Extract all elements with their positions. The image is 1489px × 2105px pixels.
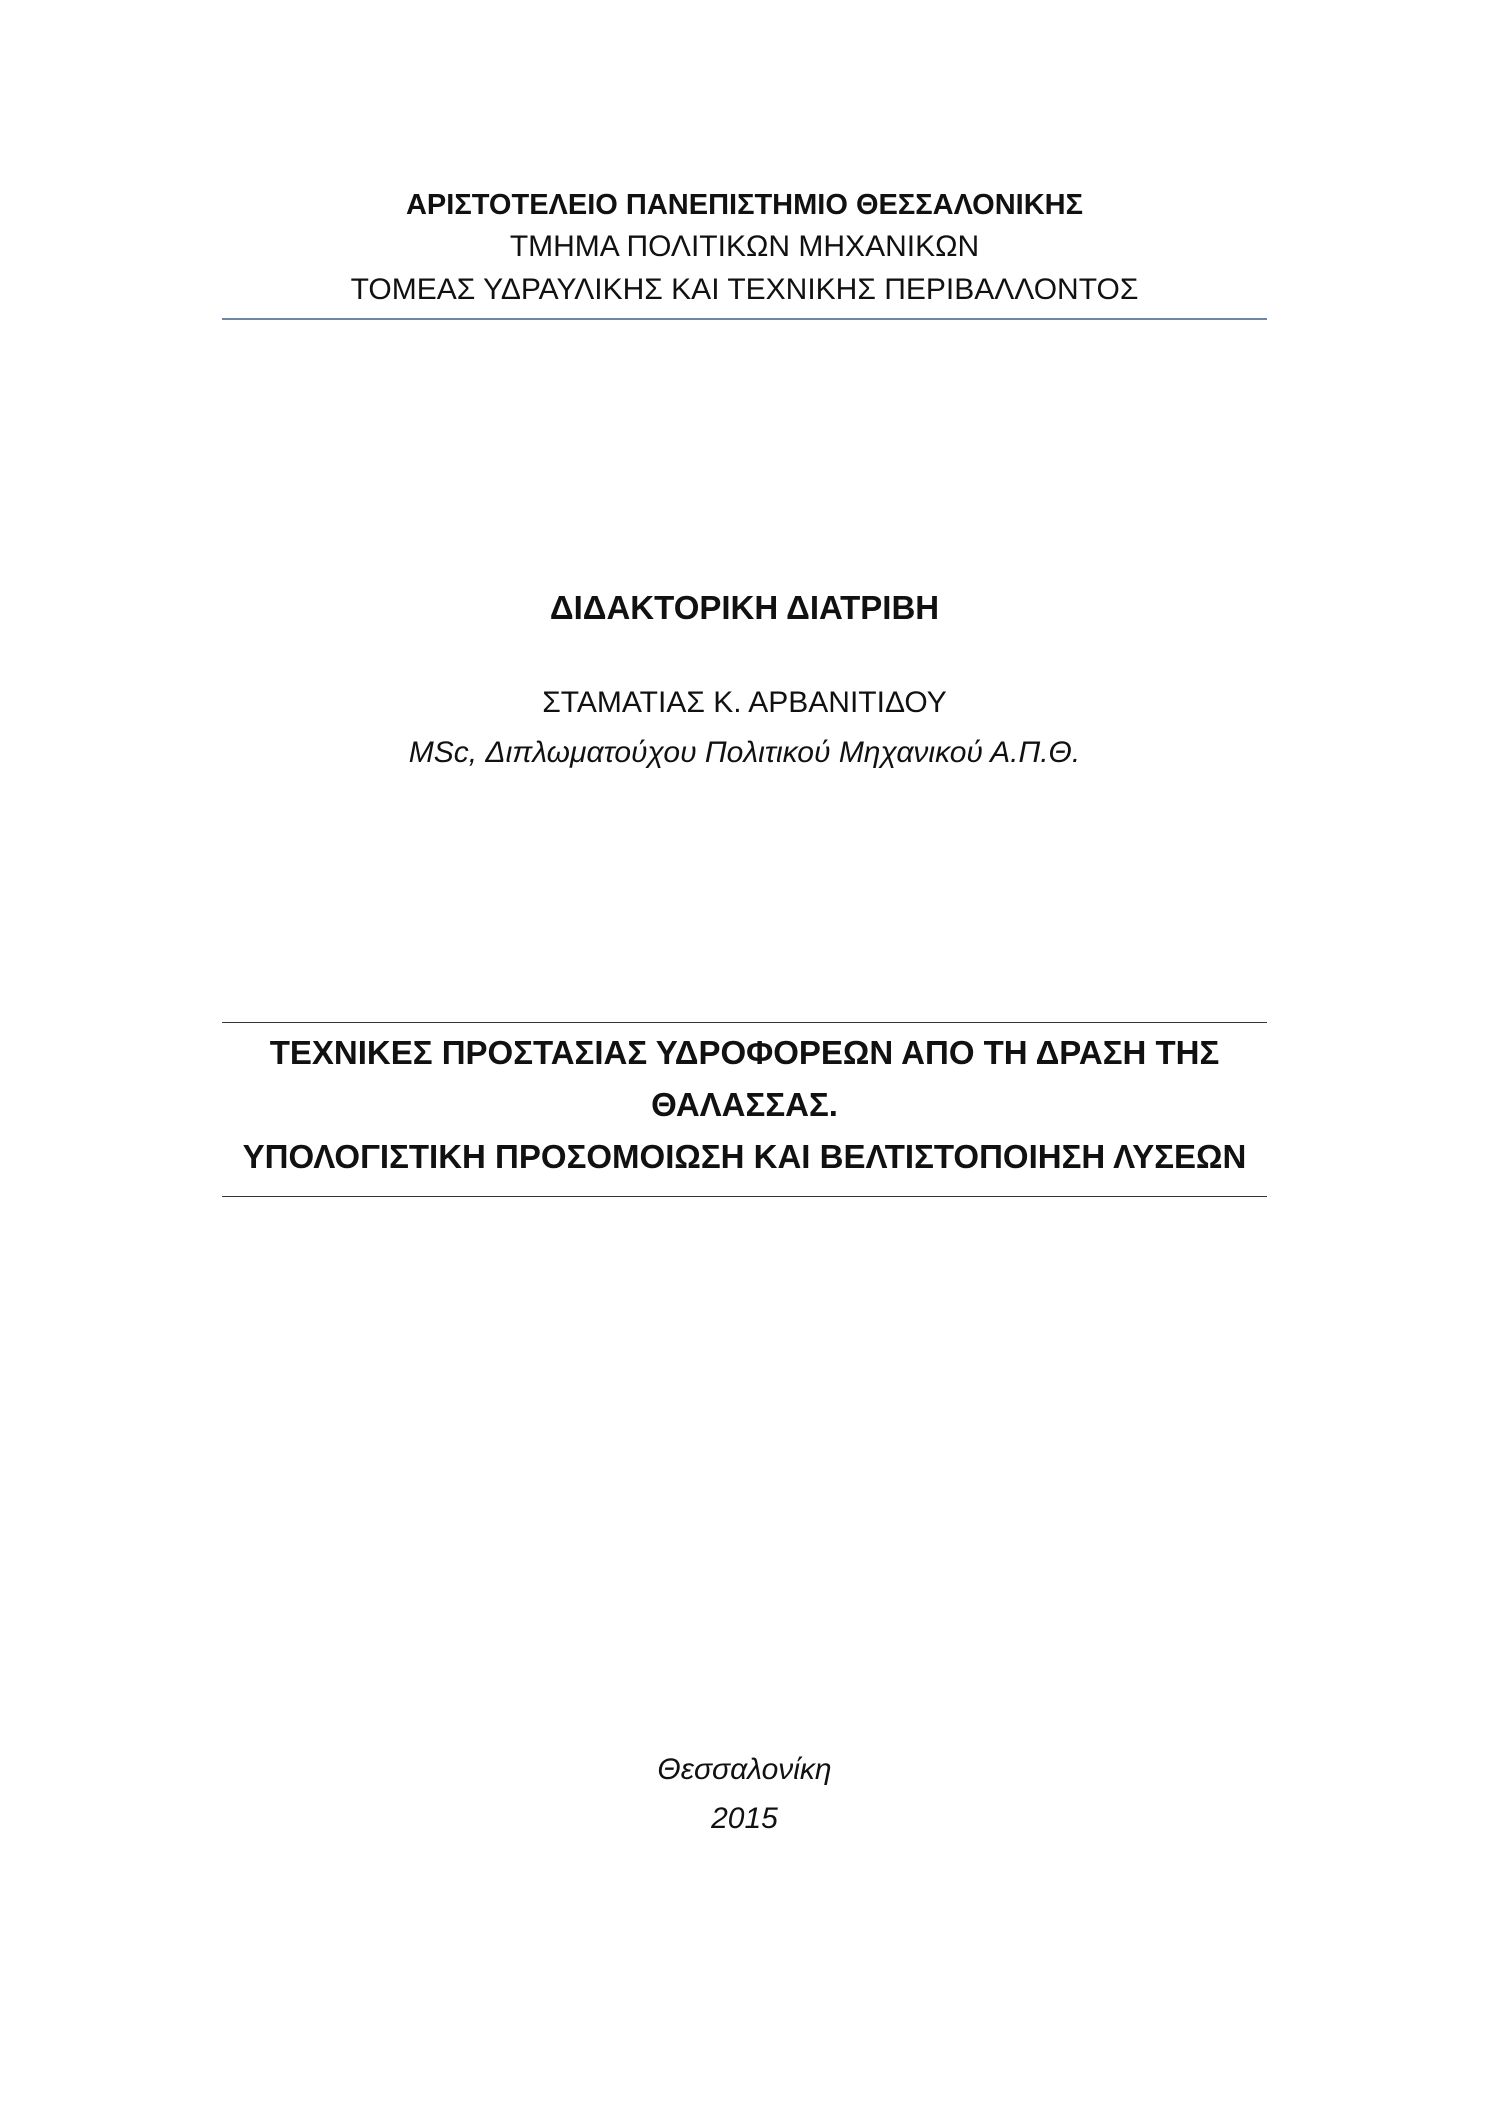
thesis-title-line: ΘΑΛΑΣΣΑΣ. [651, 1086, 838, 1123]
division-name: ΤΟΜΕΑΣ ΥΔΡΑΥΛΙΚΗΣ ΚΑΙ ΤΕΧΝΙΚΗΣ ΠΕΡΙΒΑΛΛΟΝΤΟΣ [350, 273, 1139, 306]
author-credentials: MSc, Διπλωματούχου Πολιτικού Μηχανικού Α.Π.Θ. [408, 736, 1081, 769]
title-top-divider [222, 1022, 1267, 1023]
thesis-title-line: ΥΠΟΛΟΓΙΣΤΙΚΗ ΠΡΟΣΟΜΟΙΩΣΗ ΚΑΙ ΒΕΛΤΙΣΤΟΠΟΙΗΣΗ ΛΥΣΕΩΝ [242, 1138, 1247, 1175]
author-name: ΣΤΑΜΑΤΙΑΣ Κ. ΑΡΒΑΝΙΤΙΔΟΥ [542, 686, 947, 719]
document-type: ΔΙΔΑΚΤΟΡΙΚΗ ΔΙΑΤΡΙΒΗ [549, 589, 940, 626]
city: Θεσσαλονίκη [657, 1753, 832, 1786]
university-name: ΑΡΙΣΤΟΤΕΛΕΙΟ ΠΑΝΕΠΙΣΤΗΜΙΟ ΘΕΣΣΑΛΟΝΙΚΗΣ [405, 189, 1084, 221]
thesis-title [222, 1027, 1267, 1183]
year: 2015 [711, 1802, 778, 1835]
department-name: ΤΜΗΜΑ ΠΟΛΙΤΙΚΩΝ ΜΗΧΑΝΙΚΩΝ [509, 230, 980, 263]
title-bottom-divider [222, 1196, 1267, 1197]
thesis-title-line: ΤΕΧΝΙΚΕΣ ΠΡΟΣΤΑΣΙΑΣ ΥΔΡΟΦΟΡΕΩΝ ΑΠΟ ΤΗ ΔΡΑΣΗ ΤΗΣ [269, 1034, 1220, 1071]
header-divider [222, 318, 1267, 320]
